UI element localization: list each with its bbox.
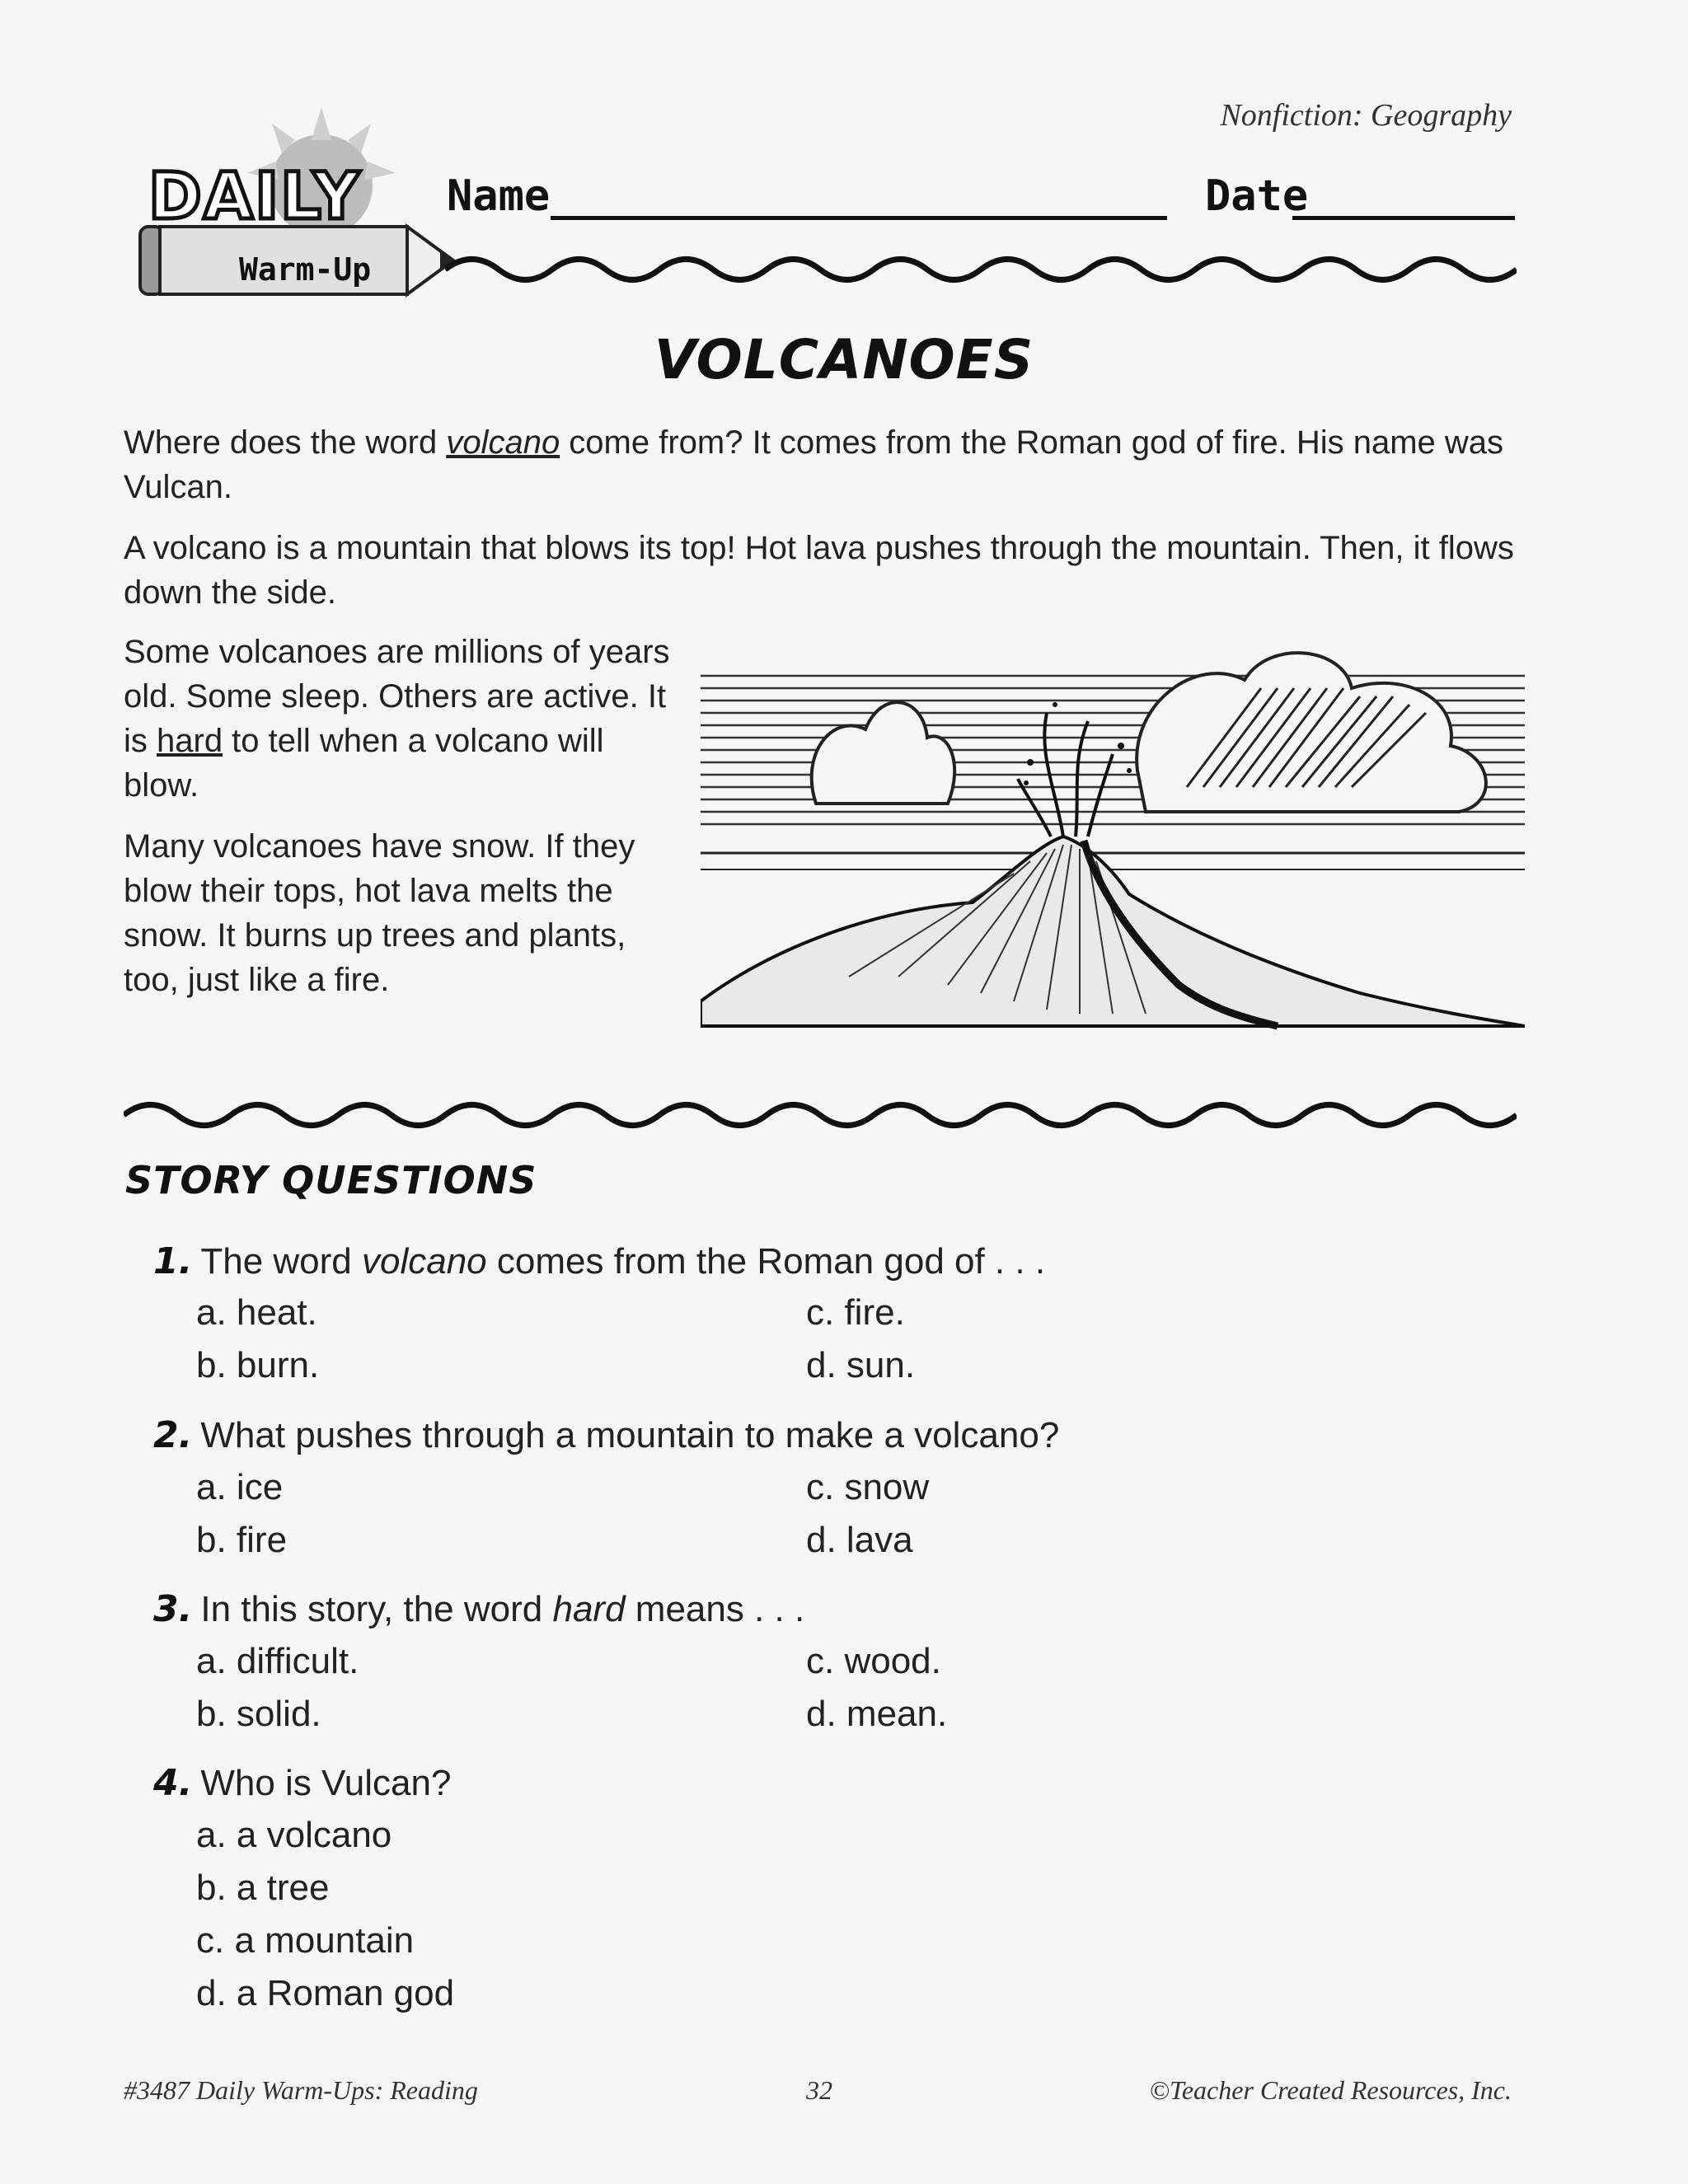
q3-option-a[interactable]: a. difficult. [196, 1641, 359, 1681]
passage-paragraph-4: Many volcanoes have snow. If they blow their tops, hot lava melts the snow. It burns up trees and plants, too, just like a fire. [124, 828, 635, 998]
q1-option-d[interactable]: d. sun. [806, 1345, 916, 1385]
q4-option-d[interactable]: d. a Roman god [196, 1973, 455, 2013]
q4-option-b[interactable]: b. a tree [196, 1868, 330, 1908]
passage-paragraph-1: Where does the word volcano come from? It comes from the Roman god of fire. His name was Vulcan. [124, 424, 1504, 505]
wavy-divider-middle [124, 1094, 1517, 1136]
question-4: 4. Who is Vulcan? [153, 1762, 452, 1804]
wavy-divider-top [445, 249, 1517, 290]
q4-option-a[interactable]: a. a volcano [196, 1815, 392, 1855]
q2-option-b[interactable]: b. fire [196, 1520, 288, 1560]
footer-book-title: #3487 Daily Warm-Ups: Reading [124, 2075, 478, 2105]
question-1: 1. The word volcano comes from the Roman god of . . . [153, 1240, 1046, 1282]
date-field-line[interactable] [1292, 216, 1515, 220]
category-label: Nonfiction: Geography [1220, 98, 1512, 133]
logo-daily-text: DAILY [148, 160, 362, 234]
passage-paragraph-2: A volcano is a mountain that blows its top! Hot lava pushes through the mountain. Then, it flows down the side. [124, 530, 1514, 611]
q2-option-a[interactable]: a. ice [196, 1467, 284, 1507]
q2-option-d[interactable]: d. lava [806, 1520, 913, 1560]
footer-copyright: ©Teacher Created Resources, Inc. [1149, 2075, 1512, 2105]
q1-option-c[interactable]: c. fire. [806, 1292, 905, 1333]
q1-option-b[interactable]: b. burn. [196, 1345, 320, 1385]
volcano-illustration [701, 639, 1525, 1034]
question-3: 3. In this story, the word hard means . . . [153, 1588, 805, 1630]
q3-option-c[interactable]: c. wood. [806, 1641, 941, 1681]
page-number: 32 [806, 2075, 832, 2105]
daily-warmup-logo [132, 107, 478, 305]
question-2: 2. What pushes through a mountain to make a volcano? [153, 1414, 1060, 1456]
q4-option-c[interactable]: c. a mountain [196, 1920, 415, 1961]
q3-option-b[interactable]: b. solid. [196, 1694, 321, 1734]
page-title: VOLCANOES [654, 328, 1034, 391]
name-field-line[interactable] [551, 216, 1167, 220]
q3-option-d[interactable]: d. mean. [806, 1694, 948, 1734]
story-questions-heading: STORY QUESTIONS [125, 1158, 537, 1202]
logo-warmup-text: Warm-Up [239, 251, 372, 288]
name-label: Name [447, 171, 551, 221]
date-label: Date [1205, 171, 1309, 221]
q1-option-a[interactable]: a. heat. [196, 1292, 317, 1333]
passage-paragraph-3: Some volcanoes are millions of years old. Some sleep. Others are active. It is hard to tell when a volcano will blow. [124, 634, 670, 804]
q2-option-c[interactable]: c. snow [806, 1467, 930, 1507]
